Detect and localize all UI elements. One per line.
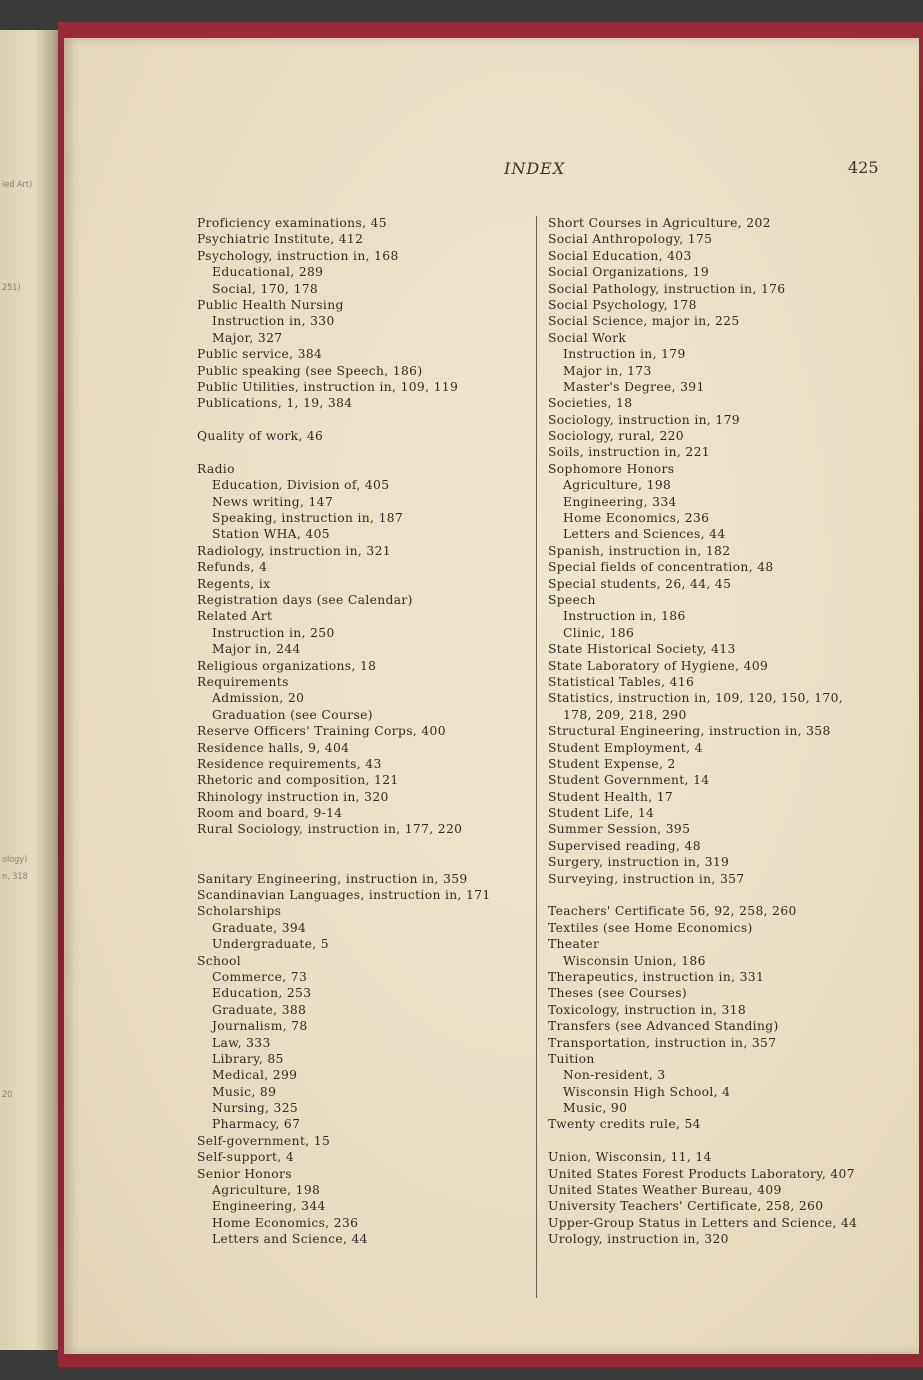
- previous-page-text: n, 318: [2, 872, 28, 882]
- index-entry: Psychiatric Institute, 412: [197, 232, 364, 247]
- index-entry: Rhetoric and composition, 121: [197, 773, 399, 788]
- index-entry: United States Forest Products Laboratory, 407: [548, 1166, 855, 1181]
- index-entry: Scholarships: [197, 904, 282, 919]
- index-gap: [197, 444, 527, 460]
- index-gap: [197, 412, 527, 428]
- index-entry: Transfers (see Advanced Standing): [548, 1019, 779, 1034]
- index-entry: Spanish, instruction in, 182: [548, 543, 731, 558]
- index-subentry: Letters and Science, 44: [212, 1232, 368, 1247]
- index-entry: Transportation, instruction in, 357: [548, 1035, 777, 1050]
- index-entry: Public speaking (see Speech, 186): [197, 363, 423, 378]
- index-subentry: Music, 89: [212, 1084, 277, 1099]
- index-subentry: Admission, 20: [212, 691, 305, 706]
- index-entry: Social Pathology, instruction in, 176: [548, 281, 786, 296]
- index-gap: [548, 887, 878, 903]
- index-entry: Special students, 26, 44, 45: [548, 576, 732, 591]
- index-subentry: Instruction in, 330: [212, 314, 335, 329]
- index-subentry: Non-resident, 3: [563, 1068, 666, 1083]
- index-entry: Room and board, 9-14: [197, 806, 343, 821]
- index-subentry: Home Economics, 236: [563, 511, 710, 526]
- index-subentry: Journalism, 78: [212, 1019, 308, 1034]
- index-gap: [197, 838, 527, 854]
- index-subentry: Education, 253: [212, 986, 312, 1001]
- index-entry: Social Science, major in, 225: [548, 314, 740, 329]
- index-subentry: Nursing, 325: [212, 1101, 299, 1116]
- index-entry: Requirements: [197, 674, 289, 689]
- index-subentry: Wisconsin High School, 4: [563, 1084, 731, 1099]
- index-entry: Union, Wisconsin, 11, 14: [548, 1150, 712, 1165]
- index-entry: Religious organizations, 18: [197, 658, 377, 673]
- index-entry: University Teachers' Certificate, 258, 260: [548, 1199, 824, 1214]
- index-entry: Upper-Group Status in Letters and Science, 44: [548, 1215, 858, 1230]
- index-entry: Self-support, 4: [197, 1150, 294, 1165]
- index-subentry: Speaking, instruction in, 187: [212, 511, 404, 526]
- index-entry: Soils, instruction in, 221: [548, 445, 710, 460]
- index-entry: Proficiency examinations, 45: [197, 216, 387, 230]
- index-subentry: Education, Division of, 405: [212, 478, 390, 493]
- index-entry: Social Anthropology, 175: [548, 232, 713, 247]
- index-subentry: Graduate, 388: [212, 1002, 307, 1017]
- index-subentry: Clinic, 186: [563, 625, 635, 640]
- index-entry: Student Expense, 2: [548, 756, 676, 771]
- index-entry: Psychology, instruction in, 168: [197, 248, 399, 263]
- index-subentry: Master's Degree, 391: [563, 379, 705, 394]
- previous-page-edge: [0, 30, 62, 1350]
- index-entry: Teachers' Certificate 56, 92, 258, 260: [548, 904, 797, 919]
- index-subentry: Wisconsin Union, 186: [563, 953, 706, 968]
- index-subentry: Graduate, 394: [212, 920, 307, 935]
- index-entry: Social Education, 403: [548, 248, 692, 263]
- page-number: 425: [848, 158, 879, 177]
- index-subentry: Medical, 299: [212, 1068, 298, 1083]
- index-entry: Social Organizations, 19: [548, 265, 710, 280]
- index-entry: Toxicology, instruction in, 318: [548, 1002, 747, 1017]
- previous-page-text: ology): [2, 855, 28, 865]
- index-entry: Regents, ix: [197, 576, 271, 591]
- index-entry: Supervised reading, 48: [548, 838, 701, 853]
- index-entry: Short Courses in Agriculture, 202: [548, 216, 771, 230]
- index-entry: Sociology, rural, 220: [548, 429, 684, 444]
- index-entry: Residence requirements, 43: [197, 756, 382, 771]
- index-entry: Theses (see Courses): [548, 986, 688, 1001]
- index-entry: Registration days (see Calendar): [197, 592, 413, 607]
- index-subentry: Music, 90: [563, 1101, 628, 1116]
- index-entry: Reserve Officers' Training Corps, 400: [197, 724, 446, 739]
- index-entry: Summer Session, 395: [548, 822, 691, 837]
- index-entry: Radio: [197, 461, 235, 476]
- index-entry: Statistics, instruction in, 109, 120, 150, 170,: [548, 691, 844, 706]
- index-entry: Public service, 384: [197, 347, 323, 362]
- index-entry: Student Health, 17: [548, 789, 674, 804]
- index-subentry: Major in, 244: [212, 642, 301, 657]
- index-subentry: Law, 333: [212, 1035, 271, 1050]
- running-head: INDEX: [504, 159, 566, 178]
- index-subentry: Agriculture, 198: [212, 1183, 321, 1198]
- index-entry: Self-government, 15: [197, 1133, 331, 1148]
- index-entry: United States Weather Bureau, 409: [548, 1183, 782, 1198]
- index-entry: Structural Engineering, instruction in, 358: [548, 724, 831, 739]
- index-entry: Social Psychology, 178: [548, 297, 697, 312]
- index-entry: Therapeutics, instruction in, 331: [548, 969, 765, 984]
- index-entry: Public Health Nursing: [197, 297, 344, 312]
- index-entry: State Historical Society, 413: [548, 642, 736, 657]
- index-subentry: Major, 327: [212, 330, 283, 345]
- index-subentry: Engineering, 344: [212, 1199, 326, 1214]
- index-entry: Theater: [548, 937, 600, 952]
- index-subentry: Home Economics, 236: [212, 1215, 359, 1230]
- index-entry: Sociology, instruction in, 179: [548, 412, 740, 427]
- index-entry: Statistical Tables, 416: [548, 674, 695, 689]
- index-subentry: Social, 170, 178: [212, 281, 319, 296]
- index-page: [64, 38, 919, 1354]
- index-entry: School: [197, 953, 242, 968]
- previous-page-text: 251): [2, 283, 21, 293]
- index-entry: Public Utilities, instruction in, 109, 119: [197, 379, 459, 394]
- index-entry: State Laboratory of Hygiene, 409: [548, 658, 769, 673]
- index-subentry: Commerce, 73: [212, 969, 308, 984]
- index-column-right: [548, 215, 878, 1248]
- index-subentry: Educational, 289: [212, 265, 324, 280]
- previous-page-text: ied Art): [2, 180, 33, 190]
- index-entry: Residence halls, 9, 404: [197, 740, 350, 755]
- index-entry: Rhinology instruction in, 320: [197, 789, 389, 804]
- index-subentry: Library, 85: [212, 1051, 284, 1066]
- index-subentry: Instruction in, 179: [563, 347, 686, 362]
- index-entry: Sanitary Engineering, instruction in, 359: [197, 871, 468, 886]
- index-subentry: Agriculture, 198: [563, 478, 672, 493]
- index-entry: Urology, instruction in, 320: [548, 1232, 729, 1247]
- index-subentry: Major in, 173: [563, 363, 652, 378]
- index-entry: Quality of work, 46: [197, 429, 324, 444]
- index-entry: Related Art: [197, 609, 273, 624]
- index-subentry: Instruction in, 186: [563, 609, 686, 624]
- index-entry: Radiology, instruction in, 321: [197, 543, 391, 558]
- index-entry: Societies, 18: [548, 396, 633, 411]
- index-entry: Senior Honors: [197, 1166, 292, 1181]
- index-entry: Social Work: [548, 330, 627, 345]
- index-entry: Refunds, 4: [197, 560, 268, 575]
- index-entry: Special fields of concentration, 48: [548, 560, 774, 575]
- index-subentry: Station WHA, 405: [212, 527, 330, 542]
- index-subentry: Instruction in, 250: [212, 625, 335, 640]
- index-entry: Student Life, 14: [548, 806, 655, 821]
- column-divider: [536, 216, 537, 1298]
- index-entry: Surgery, instruction in, 319: [548, 855, 730, 870]
- index-subentry: Graduation (see Course): [212, 707, 373, 722]
- index-gap: [548, 1133, 878, 1149]
- index-subentry: Pharmacy, 67: [212, 1117, 301, 1132]
- index-gap: [197, 854, 527, 870]
- index-entry: Speech: [548, 592, 596, 607]
- index-entry: Scandinavian Languages, instruction in, 171: [197, 888, 491, 903]
- index-subentry: 178, 209, 218, 290: [563, 707, 687, 722]
- index-entry: Rural Sociology, instruction in, 177, 220: [197, 822, 463, 837]
- index-entry: Twenty credits rule, 54: [548, 1117, 701, 1132]
- previous-page-text: 20: [2, 1090, 13, 1100]
- index-subentry: Letters and Sciences, 44: [563, 527, 726, 542]
- index-subentry: Undergraduate, 5: [212, 937, 329, 952]
- index-entry: Textiles (see Home Economics): [548, 920, 753, 935]
- index-column-left: [197, 215, 527, 1248]
- index-entry: Tuition: [548, 1051, 595, 1066]
- index-subentry: Engineering, 334: [563, 494, 677, 509]
- index-subentry: News writing, 147: [212, 494, 334, 509]
- index-entry: Student Employment, 4: [548, 740, 703, 755]
- index-entry: Student Government, 14: [548, 773, 710, 788]
- index-entry: Publications, 1, 19, 384: [197, 396, 353, 411]
- index-entry: Surveying, instruction in, 357: [548, 871, 745, 886]
- index-entry: Sophomore Honors: [548, 461, 675, 476]
